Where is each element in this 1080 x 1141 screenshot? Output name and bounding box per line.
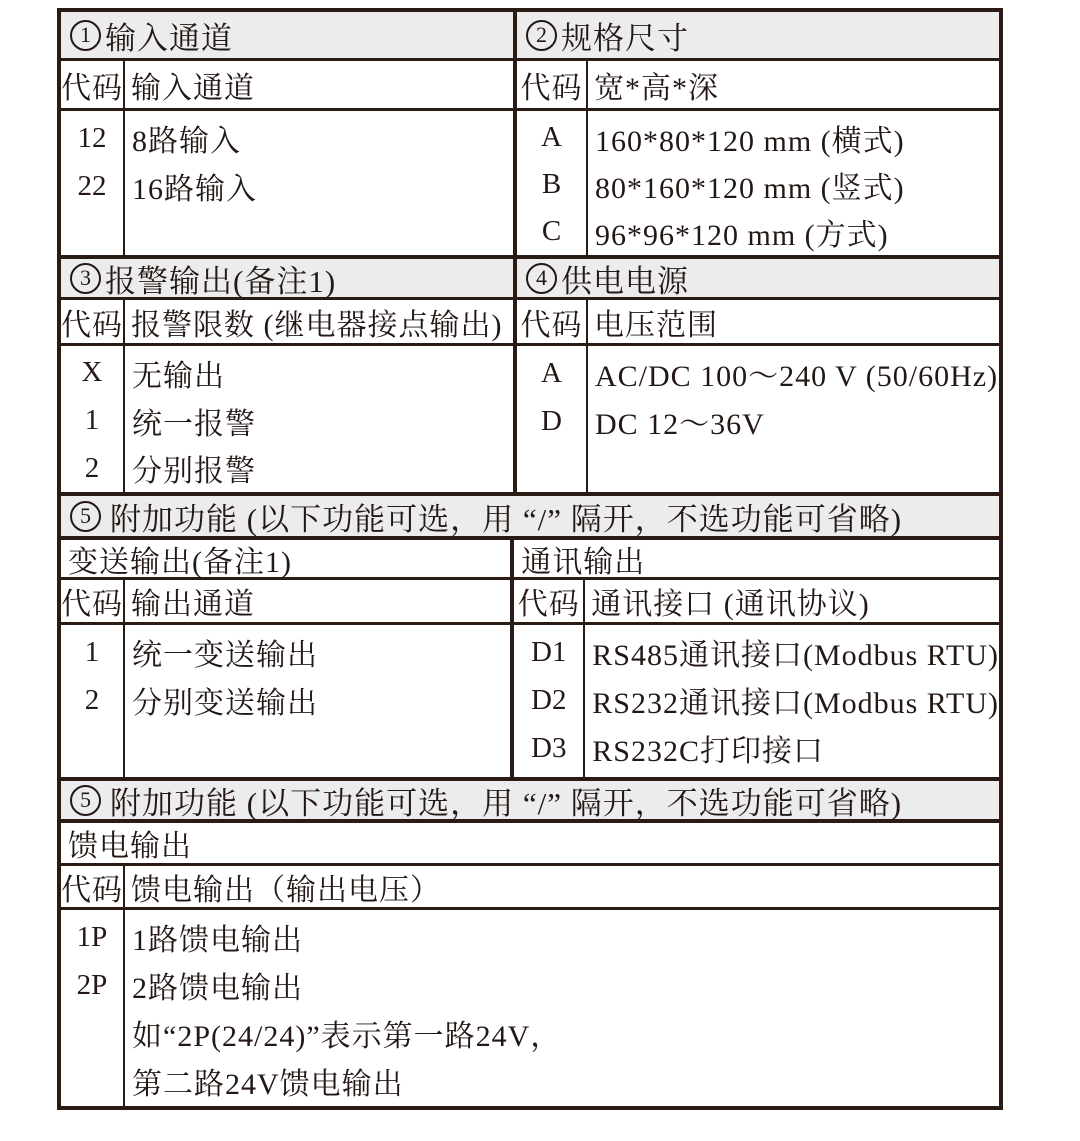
code-column bbox=[514, 625, 585, 777]
desc-cell: 统一报警 bbox=[132, 407, 256, 441]
desc-cell: 统一变送输出 bbox=[132, 639, 318, 672]
section-body bbox=[517, 346, 999, 492]
section-body bbox=[514, 625, 999, 777]
subsection-title-comm: 通讯输出 bbox=[514, 540, 999, 580]
section-body bbox=[61, 910, 999, 1106]
code-column bbox=[61, 625, 125, 777]
section-dimensions bbox=[517, 12, 999, 255]
desc-column bbox=[585, 625, 999, 777]
code-cell: B bbox=[541, 168, 562, 200]
section-comm-output bbox=[514, 540, 999, 777]
desc-cell: 如“2P(24/24)”表示第一路24V， bbox=[132, 1020, 562, 1053]
column-header-row bbox=[61, 580, 510, 625]
column-header-row bbox=[61, 300, 513, 346]
code-cell: D3 bbox=[531, 731, 567, 764]
code-cell: 1 bbox=[84, 404, 100, 436]
desc-column bbox=[125, 910, 999, 1106]
section-title-text: 输入通道 bbox=[105, 20, 233, 56]
code-cell bbox=[61, 1057, 123, 1105]
section-number-badge: 3 bbox=[70, 263, 101, 294]
code-column bbox=[61, 346, 125, 492]
desc-column bbox=[125, 625, 510, 777]
code-cell: D2 bbox=[531, 683, 567, 716]
section-title-text: 规格尺寸 bbox=[561, 20, 689, 56]
section-row-input-size bbox=[61, 12, 999, 259]
addon-functions-banner bbox=[61, 496, 999, 540]
column-header-row bbox=[61, 866, 999, 910]
code-column-header: 代码 bbox=[514, 580, 585, 622]
section-number-badge: 4 bbox=[526, 263, 557, 294]
section-body bbox=[517, 111, 999, 255]
desc-column bbox=[588, 111, 999, 255]
code-cell: C bbox=[541, 215, 562, 247]
desc-column-header: 通讯接口 (通讯协议) bbox=[591, 588, 870, 621]
code-cell: D bbox=[541, 404, 562, 437]
section-title-input bbox=[61, 12, 513, 61]
code-cell: 1P bbox=[76, 920, 108, 953]
code-column-header: 代码 bbox=[61, 300, 125, 343]
code-column-header: 代码 bbox=[517, 61, 588, 108]
section-row-alarm-power bbox=[61, 259, 999, 496]
desc-column-header: 电压范围 bbox=[594, 308, 718, 342]
code-cell: 1 bbox=[84, 635, 100, 668]
code-cell: D1 bbox=[531, 635, 567, 668]
section-row-transmit-comm bbox=[61, 540, 999, 781]
desc-column bbox=[125, 111, 513, 255]
code-cell: 2 bbox=[84, 683, 100, 716]
desc-cell: 160*80*120 mm (横式) bbox=[595, 124, 905, 158]
section-number-badge: 5 bbox=[70, 785, 101, 816]
desc-cell: RS232通讯接口(Modbus RTU) bbox=[592, 687, 999, 720]
section-input-channel bbox=[61, 12, 517, 255]
column-header-row bbox=[517, 300, 999, 346]
code-cell: X bbox=[81, 356, 103, 389]
code-column-header: 代码 bbox=[517, 300, 588, 343]
section-feed-output bbox=[61, 823, 999, 1106]
desc-column bbox=[125, 346, 513, 492]
code-cell bbox=[61, 1009, 123, 1057]
desc-cell: 第二路24V馈电输出 bbox=[132, 1068, 404, 1101]
desc-cell: 无输出 bbox=[132, 359, 225, 393]
section-number-badge: 2 bbox=[526, 20, 557, 51]
section-title-text: 供电电源 bbox=[561, 263, 689, 299]
desc-cell: 分别变送输出 bbox=[132, 687, 318, 720]
code-cell: A bbox=[541, 356, 562, 389]
desc-column-header: 报警限数 (继电器接点输出) bbox=[131, 308, 503, 342]
desc-column-header: 输出通道 bbox=[131, 588, 255, 621]
desc-column-header: 宽*高*深 bbox=[594, 71, 719, 105]
desc-column-header: 输入通道 bbox=[131, 71, 255, 105]
addon-functions-banner bbox=[61, 781, 999, 823]
desc-cell: 分别报警 bbox=[132, 455, 256, 489]
section-number-badge: 5 bbox=[70, 501, 101, 532]
code-column-header: 代码 bbox=[61, 61, 125, 108]
code-column bbox=[517, 346, 588, 492]
section-body bbox=[61, 625, 510, 777]
code-cell: 2 bbox=[84, 451, 100, 484]
section-body bbox=[61, 346, 513, 492]
desc-cell: 96*96*120 mm (方式) bbox=[595, 218, 889, 252]
desc-cell: 1路馈电输出 bbox=[132, 924, 303, 957]
code-cell: A bbox=[541, 121, 562, 153]
desc-column-header: 馈电输出（输出电压） bbox=[131, 873, 441, 907]
desc-column bbox=[588, 346, 999, 492]
section-title-size bbox=[517, 12, 999, 61]
desc-cell: 8路输入 bbox=[132, 125, 241, 158]
subsection-title-feed: 馈电输出 bbox=[61, 823, 999, 866]
code-cell: 2P bbox=[76, 968, 108, 1001]
desc-cell: 2路馈电输出 bbox=[132, 972, 303, 1005]
desc-cell: AC/DC 100～240 V (50/60Hz) bbox=[595, 360, 999, 393]
code-column bbox=[61, 111, 125, 255]
section-number-badge: 1 bbox=[70, 20, 101, 51]
section-power-supply bbox=[517, 259, 999, 492]
section-alarm-output bbox=[61, 259, 517, 492]
code-column-header: 代码 bbox=[61, 866, 125, 907]
section-title-power bbox=[517, 259, 999, 300]
desc-cell: 16路输入 bbox=[132, 173, 257, 206]
subsection-title-transmit: 变送输出(备注1) bbox=[61, 540, 510, 580]
desc-cell: RS485通讯接口(Modbus RTU) bbox=[592, 639, 999, 672]
code-column-header: 代码 bbox=[61, 580, 125, 622]
code-column bbox=[61, 910, 125, 1106]
section-title-alarm bbox=[61, 259, 513, 300]
section-body bbox=[61, 111, 513, 255]
code-cell: 22 bbox=[77, 169, 107, 202]
column-header-row bbox=[514, 580, 999, 625]
code-column bbox=[517, 111, 588, 255]
section-transmit-output bbox=[61, 540, 514, 777]
desc-cell: RS232C打印接口 bbox=[592, 735, 824, 768]
desc-cell: DC 12～36V bbox=[595, 408, 765, 441]
column-header-row bbox=[517, 61, 999, 111]
column-header-row bbox=[61, 61, 513, 111]
code-cell: 12 bbox=[77, 121, 107, 154]
desc-cell: 80*160*120 mm (竖式) bbox=[595, 171, 905, 205]
section-title-text: 报警输出(备注1) bbox=[105, 263, 337, 299]
banner-text: 附加功能 (以下功能可选，用 “/” 隔开，不选功能可省略) bbox=[110, 501, 903, 537]
ordering-code-table bbox=[57, 8, 1003, 1110]
banner-text: 附加功能 (以下功能可选，用 “/” 隔开，不选功能可省略) bbox=[110, 785, 903, 821]
